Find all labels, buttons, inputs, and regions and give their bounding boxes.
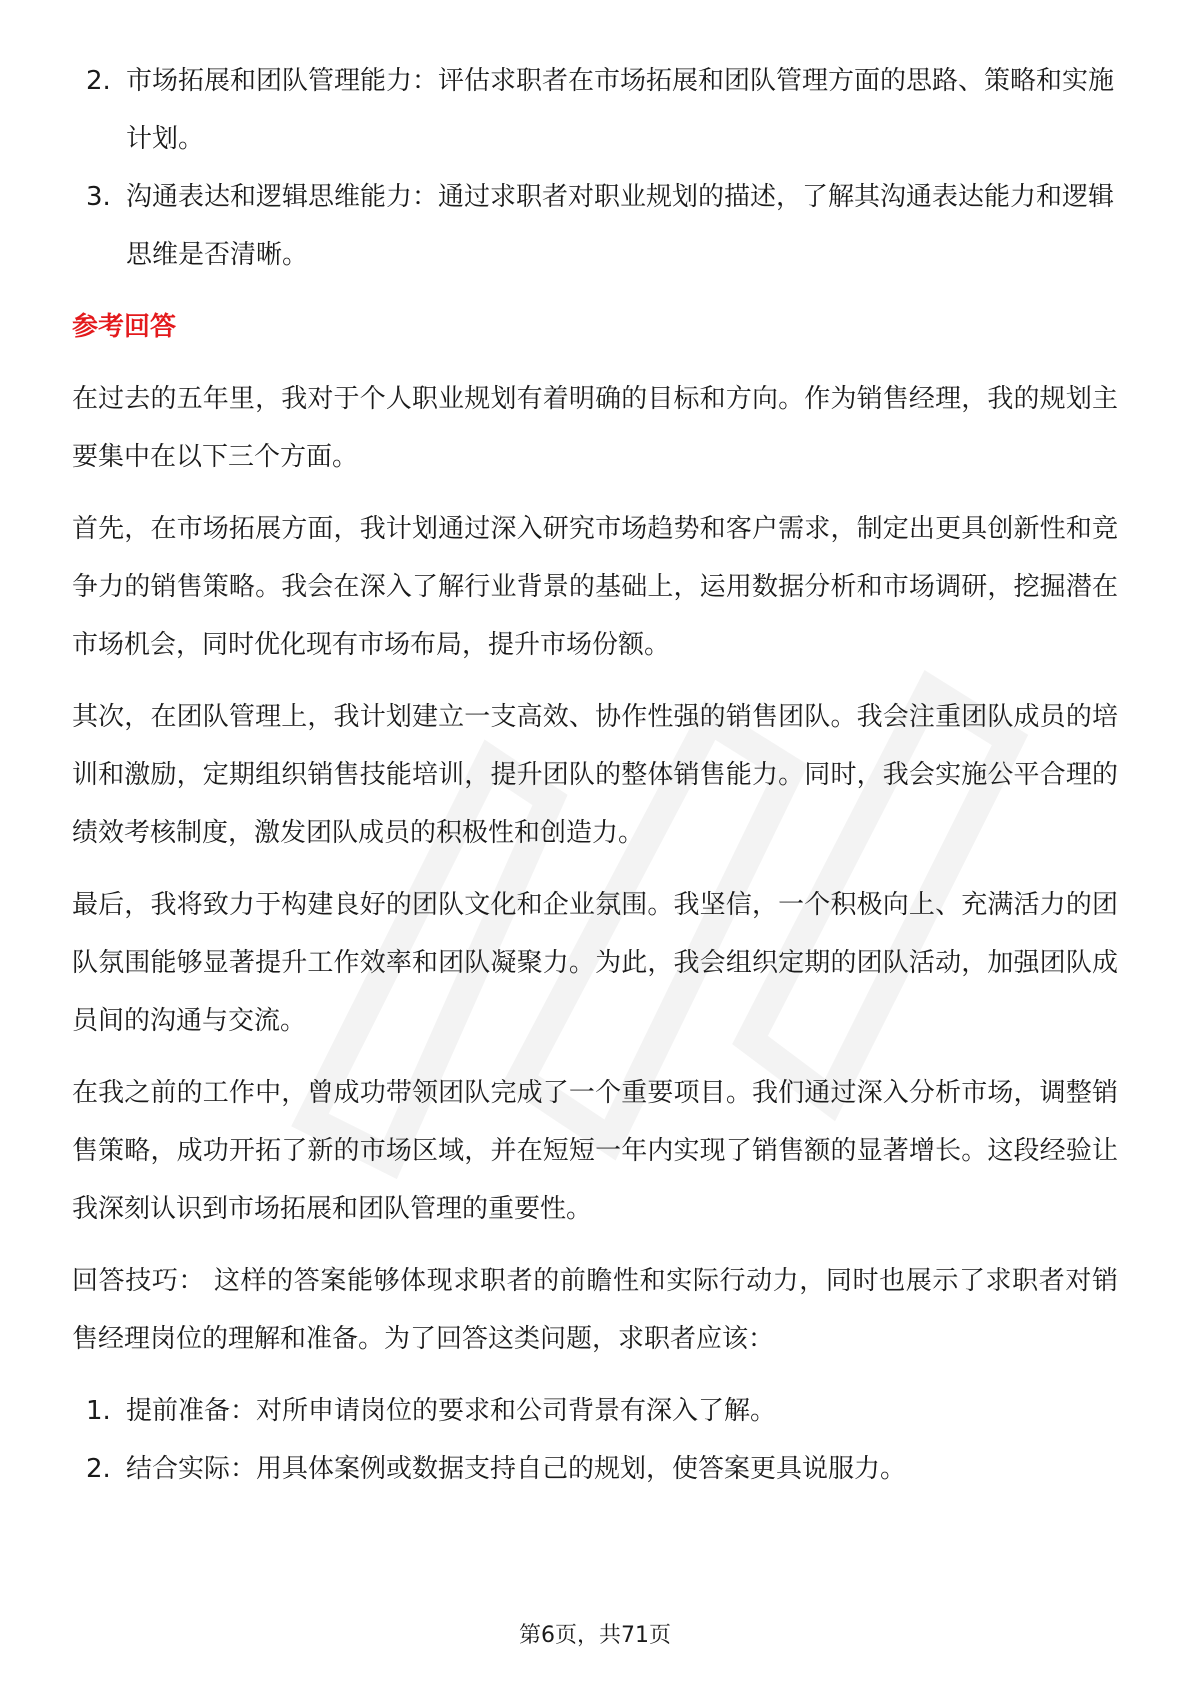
list-item-text: 沟通表达和逻辑思维能力：通过求职者对职业规划的描述，了解其沟通表达能力和逻辑思维是否清晰。 bbox=[126, 182, 1115, 270]
list-item bbox=[72, 1440, 1118, 1498]
paragraph: 在我之前的工作中，曾成功带领团队完成了一个重要项目。我们通过深入分析市场，调整销售策略，成功开拓了新的市场区域，并在短短一年内实现了销售额的显著增长。这段经验让我深刻认识到市场拓展和团队管理的重要性。 bbox=[72, 1078, 1118, 1224]
list-item bbox=[72, 168, 1118, 284]
list-item-text: 市场拓展和团队管理能力：评估求职者在市场拓展和团队管理方面的思路、策略和实施计划。 bbox=[126, 66, 1115, 154]
top-numbered-list bbox=[72, 52, 1118, 284]
paragraph: 首先，在市场拓展方面，我计划通过深入研究市场趋势和客户需求，制定出更具创新性和竞争力的销售策略。我会在深入了解行业背景的基础上，运用数据分析和市场调研，挖掘潜在市场机会，同时优化现有市场布局，提升市场份额。 bbox=[72, 514, 1118, 660]
bottom-numbered-list bbox=[72, 1382, 1118, 1498]
list-item-text: 提前准备：对所申请岗位的要求和公司背景有深入了解。 bbox=[126, 1396, 777, 1426]
list-item-number: 1. bbox=[86, 1396, 111, 1426]
list-item-number: 2. bbox=[86, 66, 111, 96]
paragraph: 其次，在团队管理上，我计划建立一支高效、协作性强的销售团队。我会注重团队成员的培训和激励，定期组织销售技能培训，提升团队的整体销售能力。同时，我会实施公平合理的绩效考核制度，激发团队成员的积极性和创造力。 bbox=[72, 702, 1118, 848]
page-content bbox=[72, 52, 1118, 1498]
paragraph: 回答技巧： 这样的答案能够体现求职者的前瞻性和实际行动力，同时也展示了求职者对销售经理岗位的理解和准备。为了回答这类问题，求职者应该： bbox=[72, 1266, 1118, 1354]
section-heading: 参考回答 bbox=[72, 312, 177, 342]
page-footer: 第6页，共71页 bbox=[519, 1623, 671, 1648]
paragraph: 最后，我将致力于构建良好的团队文化和企业氛围。我坚信，一个积极向上、充满活力的团队氛围能够显著提升工作效率和团队凝聚力。为此，我会组织定期的团队活动，加强团队成员间的沟通与交流。 bbox=[72, 890, 1118, 1036]
list-item-number: 3. bbox=[86, 182, 111, 212]
list-item bbox=[72, 52, 1118, 168]
list-item-text: 结合实际：用具体案例或数据支持自己的规划，使答案更具说服力。 bbox=[126, 1454, 907, 1484]
list-item bbox=[72, 1382, 1118, 1440]
paragraph: 在过去的五年里，我对于个人职业规划有着明确的目标和方向。作为销售经理，我的规划主要集中在以下三个方面。 bbox=[72, 384, 1118, 472]
list-item-number: 2. bbox=[86, 1454, 111, 1484]
